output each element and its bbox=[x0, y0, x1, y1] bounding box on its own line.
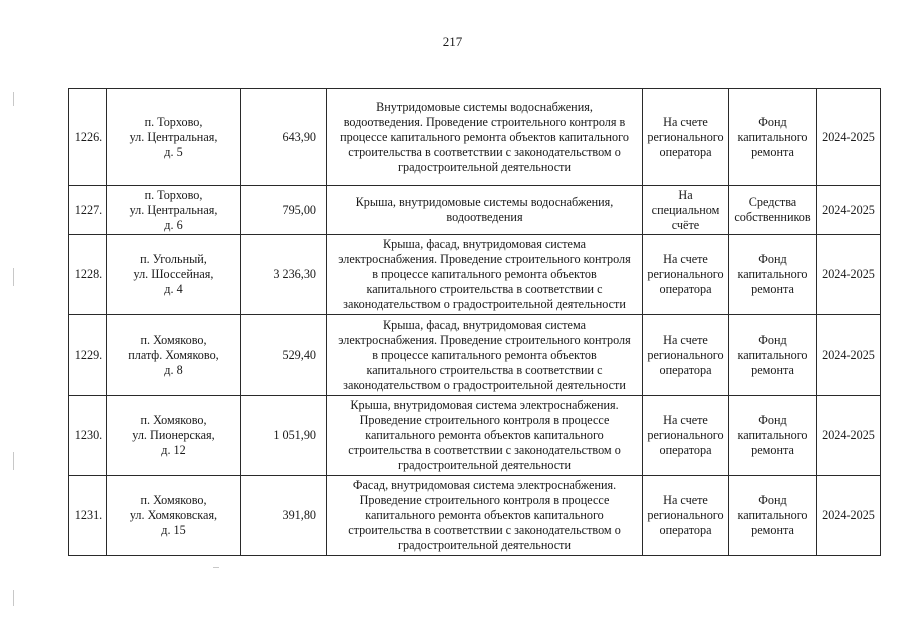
account-cell bbox=[643, 89, 729, 186]
funding-line: Фонд bbox=[758, 493, 787, 507]
scan-edge-mark bbox=[13, 590, 14, 606]
works-line: водоотведения. Проведение строительного контроля в bbox=[343, 114, 626, 129]
area-cell bbox=[241, 89, 327, 186]
funding-source-cell bbox=[729, 396, 817, 476]
area-cell bbox=[241, 235, 327, 315]
works-line: законодательством о градостроительной деятельности bbox=[343, 297, 626, 311]
scan-dot-mark bbox=[213, 567, 219, 568]
account-cell bbox=[643, 315, 729, 396]
works-line: капитального ремонта объектов капитального bbox=[365, 508, 604, 522]
account-cell bbox=[643, 235, 729, 315]
row-number: 1227. bbox=[74, 202, 103, 217]
account-cell bbox=[643, 476, 729, 556]
scan-edge-mark bbox=[13, 92, 14, 106]
area-cell bbox=[241, 186, 327, 235]
scan-edge-mark bbox=[13, 268, 14, 286]
funding-source-cell bbox=[729, 186, 817, 235]
funding-line: капитального bbox=[737, 347, 808, 362]
funding-source-cell bbox=[729, 235, 817, 315]
area-cell bbox=[241, 315, 327, 396]
works-line: градостроительной деятельности bbox=[397, 538, 572, 552]
funding-line: Фонд bbox=[758, 114, 787, 129]
works-line: строительства в соответствии с законодательством о bbox=[348, 144, 621, 159]
table-row bbox=[69, 396, 881, 476]
account-line: регионального bbox=[647, 267, 724, 281]
address-line: п. Хомяково, bbox=[140, 332, 207, 347]
address-cell bbox=[107, 186, 241, 235]
address-cell bbox=[107, 89, 241, 186]
works-line: Внутридомовые системы водоснабжения, bbox=[376, 99, 593, 114]
works-line: электроснабжения. Проведение строительного контроля bbox=[338, 252, 631, 266]
address-line: д. 6 bbox=[164, 217, 183, 232]
funding-line: собственников bbox=[734, 210, 811, 224]
area-value: 391,80 bbox=[282, 508, 316, 522]
works-line: строительства в соответствии с законодательством о bbox=[348, 443, 621, 457]
address-line: ул. Шоссейная, bbox=[133, 267, 214, 281]
address-line: п. Хомяково, bbox=[140, 413, 207, 427]
row-number-cell bbox=[69, 186, 107, 235]
address-line: п. Торхово, bbox=[144, 187, 203, 202]
works-cell bbox=[327, 89, 643, 186]
account-cell bbox=[643, 396, 729, 476]
address-line: ул. Центральная, bbox=[129, 129, 218, 144]
account-cell bbox=[643, 186, 729, 235]
address-cell bbox=[107, 235, 241, 315]
funding-line: капитального bbox=[737, 267, 808, 281]
works-line: капитального ремонта объектов капитального bbox=[365, 428, 604, 442]
works-line: водоотведения bbox=[446, 210, 523, 224]
period-cell bbox=[817, 396, 881, 476]
works-line: градостроительной деятельности bbox=[397, 159, 572, 174]
funding-line: ремонта bbox=[751, 144, 794, 159]
works-cell bbox=[327, 315, 643, 396]
account-line: оператора bbox=[659, 144, 712, 159]
period-cell bbox=[817, 89, 881, 186]
works-line: в процессе капитального ремонта объектов bbox=[372, 267, 597, 281]
address-cell bbox=[107, 476, 241, 556]
account-line: оператора bbox=[659, 282, 712, 296]
period-cell bbox=[817, 315, 881, 396]
funding-line: ремонта bbox=[751, 523, 794, 537]
address-line: п. Торхово, bbox=[144, 114, 203, 129]
row-number: 1231. bbox=[74, 508, 103, 522]
works-line: Крыша, фасад, внутридомовая система bbox=[383, 237, 586, 251]
area-value: 795,00 bbox=[282, 202, 316, 217]
works-line: законодательством о градостроительной деятельности bbox=[343, 377, 626, 392]
funding-line: капитального bbox=[737, 428, 808, 442]
period-value: 2024-2025 bbox=[822, 428, 875, 442]
address-line: ул. Хомяковская, bbox=[129, 508, 218, 522]
page-number: 217 bbox=[442, 34, 463, 49]
table-row bbox=[69, 476, 881, 556]
account-line: На счете bbox=[663, 332, 708, 347]
row-number: 1226. bbox=[74, 129, 103, 144]
period-value: 2024-2025 bbox=[822, 129, 875, 144]
funding-line: ремонта bbox=[751, 362, 794, 377]
area-cell bbox=[241, 476, 327, 556]
account-line: специальном bbox=[651, 202, 720, 217]
account-line: оператора bbox=[659, 443, 712, 457]
works-line: электроснабжения. Проведение строительного контроля bbox=[338, 332, 631, 347]
account-line: На bbox=[678, 187, 693, 202]
works-line: Проведение строительного контроля в процессе bbox=[359, 493, 610, 507]
period-value: 2024-2025 bbox=[822, 347, 875, 362]
works-line: капитального строительства в соответствии с bbox=[366, 362, 603, 377]
works-line: капитального строительства в соответствии с bbox=[366, 282, 603, 296]
row-number: 1229. bbox=[74, 347, 103, 362]
area-value: 643,90 bbox=[282, 129, 316, 144]
works-line: Крыша, фасад, внутридомовая система bbox=[383, 317, 586, 332]
account-line: счёте bbox=[671, 217, 700, 232]
address-line: д. 12 bbox=[161, 443, 186, 457]
row-number-cell bbox=[69, 476, 107, 556]
account-line: оператора bbox=[659, 362, 712, 377]
works-line: Фасад, внутридомовая система электроснабжения. bbox=[352, 478, 617, 492]
address-line: д. 15 bbox=[161, 523, 186, 537]
funding-line: Фонд bbox=[758, 252, 787, 266]
period-cell bbox=[817, 476, 881, 556]
table-row bbox=[69, 186, 881, 235]
row-number: 1230. bbox=[74, 428, 103, 442]
works-line: процессе капитального ремонта объектов капитального bbox=[340, 129, 629, 144]
address-line: платф. Хомяково, bbox=[128, 347, 219, 362]
funding-line: капитального bbox=[737, 129, 808, 144]
period-value: 2024-2025 bbox=[822, 202, 875, 217]
address-line: ул. Центральная, bbox=[129, 202, 218, 217]
row-number-cell bbox=[69, 396, 107, 476]
funding-line: ремонта bbox=[751, 443, 794, 457]
funding-source-cell bbox=[729, 476, 817, 556]
address-line: ул. Пионерская, bbox=[132, 428, 215, 442]
period-cell bbox=[817, 235, 881, 315]
account-line: регионального bbox=[647, 347, 724, 362]
repair-register-table bbox=[68, 88, 881, 556]
address-cell bbox=[107, 396, 241, 476]
row-number: 1228. bbox=[74, 267, 103, 281]
works-line: Крыша, внутридомовые системы водоснабжения, bbox=[355, 195, 614, 209]
area-value: 1 051,90 bbox=[273, 428, 316, 442]
funding-source-cell bbox=[729, 89, 817, 186]
works-cell bbox=[327, 396, 643, 476]
table-row bbox=[69, 235, 881, 315]
area-value: 529,40 bbox=[282, 347, 316, 362]
address-line: д. 8 bbox=[164, 362, 183, 377]
period-cell bbox=[817, 186, 881, 235]
address-line: д. 5 bbox=[164, 144, 183, 159]
account-line: оператора bbox=[659, 523, 712, 537]
account-line: На счете bbox=[663, 114, 708, 129]
funding-source-cell bbox=[729, 315, 817, 396]
works-cell bbox=[327, 235, 643, 315]
works-line: Крыша, внутридомовая система электроснабжения. bbox=[350, 398, 619, 412]
address-cell bbox=[107, 315, 241, 396]
funding-line: ремонта bbox=[751, 282, 794, 296]
period-value: 2024-2025 bbox=[822, 508, 875, 522]
table-row bbox=[69, 89, 881, 186]
account-line: регионального bbox=[647, 129, 724, 144]
scan-edge-mark bbox=[13, 452, 14, 470]
works-cell bbox=[327, 476, 643, 556]
funding-line: Фонд bbox=[758, 413, 787, 427]
works-cell bbox=[327, 186, 643, 235]
account-line: На счете bbox=[663, 413, 708, 427]
funding-line: Фонд bbox=[758, 332, 787, 347]
works-line: Проведение строительного контроля в процессе bbox=[359, 413, 610, 427]
row-number-cell bbox=[69, 89, 107, 186]
area-cell bbox=[241, 396, 327, 476]
address-line: п. Угольный, bbox=[140, 252, 207, 266]
works-line: градостроительной деятельности bbox=[397, 458, 572, 472]
row-number-cell bbox=[69, 315, 107, 396]
period-value: 2024-2025 bbox=[822, 267, 875, 281]
address-line: д. 4 bbox=[164, 282, 183, 296]
works-line: в процессе капитального ремонта объектов bbox=[372, 347, 597, 362]
account-line: На счете bbox=[663, 252, 708, 266]
works-line: строительства в соответствии с законодательством о bbox=[348, 523, 621, 537]
account-line: На счете bbox=[663, 493, 708, 507]
account-line: регионального bbox=[647, 508, 724, 522]
address-line: п. Хомяково, bbox=[140, 493, 207, 507]
row-number-cell bbox=[69, 235, 107, 315]
funding-line: Средства bbox=[748, 195, 797, 209]
funding-line: капитального bbox=[737, 508, 808, 522]
table-row bbox=[69, 315, 881, 396]
area-value: 3 236,30 bbox=[273, 267, 316, 281]
account-line: регионального bbox=[647, 428, 724, 442]
